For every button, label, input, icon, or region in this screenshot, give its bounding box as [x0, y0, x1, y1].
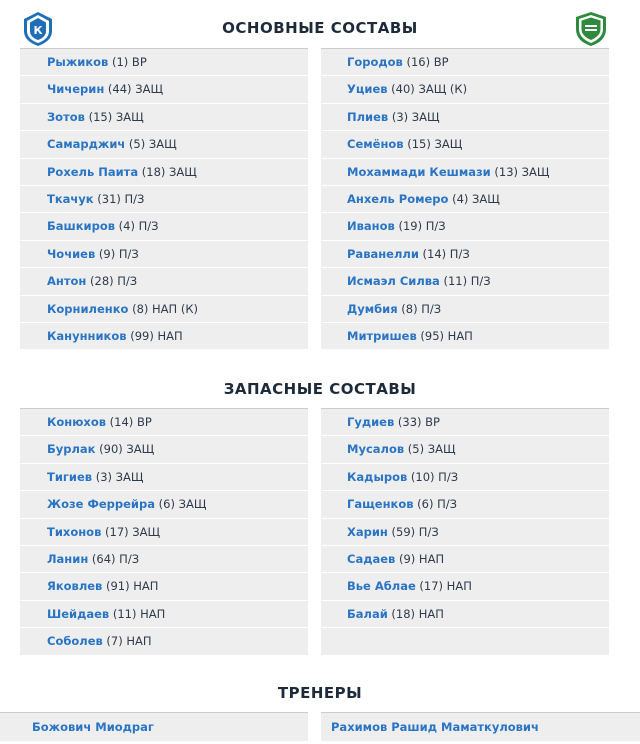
player-info: (16) ВР — [402, 55, 449, 69]
list-item — [20, 268, 308, 295]
player-info: (44) ЗАЩ — [104, 82, 164, 97]
player-link[interactable]: Башкиров — [47, 219, 116, 234]
svg-text:К: К — [33, 24, 43, 37]
list-item — [20, 186, 308, 213]
player-link[interactable]: Семёнов — [347, 137, 404, 152]
player-info: (11) П/З — [439, 274, 491, 289]
list-item — [20, 104, 308, 131]
player-link[interactable]: Чочиев — [47, 246, 96, 261]
list-item — [20, 573, 308, 600]
player-link[interactable]: Кадыров — [347, 469, 408, 484]
list-item — [321, 131, 609, 158]
list-item — [20, 49, 308, 76]
player-link[interactable]: Митришев — [347, 328, 417, 343]
player-link[interactable]: Антон — [47, 274, 87, 289]
list-item — [321, 491, 609, 518]
player-info: (10) П/З — [407, 469, 459, 484]
list-item — [321, 213, 609, 240]
player-info: (17) НАП — [415, 579, 472, 594]
player-info: (33) ВР — [394, 415, 440, 429]
player-info: (7) НАП — [102, 634, 152, 649]
list-item — [20, 241, 308, 268]
player-link[interactable]: Мусалов — [347, 442, 405, 457]
player-info: (18) НАП — [387, 606, 444, 621]
list-item — [20, 546, 308, 573]
list-item — [20, 628, 308, 655]
player-link[interactable]: Соболев — [47, 634, 103, 649]
away-coach-link[interactable]: Рахимов Рашид Маматкулович — [321, 713, 640, 741]
player-link[interactable]: Иванов — [347, 219, 395, 234]
player-link[interactable]: Думбия — [347, 301, 398, 316]
player-info: (59) П/З — [387, 524, 439, 539]
player-link[interactable]: Бурлак — [47, 442, 96, 457]
list-item — [321, 186, 609, 213]
player-info: (5) ЗАЩ — [404, 442, 456, 457]
list-item — [321, 49, 609, 76]
list-item — [20, 159, 308, 186]
list-item — [321, 76, 609, 103]
player-link[interactable]: Городов — [347, 55, 403, 69]
list-item — [20, 601, 308, 628]
player-link[interactable]: Вье Аблае — [347, 579, 416, 594]
player-info: (9) НАП — [395, 551, 445, 566]
player-info: (4) П/З — [115, 219, 159, 234]
player-info: (40) ЗАЩ (К) — [387, 82, 468, 97]
player-info: (6) ЗАЩ — [154, 497, 207, 512]
list-item — [321, 323, 609, 350]
list-item — [20, 323, 308, 350]
away-subs-list — [321, 409, 609, 656]
player-info: (99) НАП — [126, 328, 183, 343]
list-item — [321, 464, 609, 491]
player-link[interactable]: Конюхов — [47, 415, 107, 429]
player-link[interactable]: Исмаэл Силва — [347, 274, 440, 289]
player-info: (91) НАП — [102, 579, 159, 594]
player-link[interactable]: Плиев — [347, 109, 389, 124]
player-link[interactable]: Самарджич — [47, 137, 126, 152]
player-info: (6) П/З — [413, 497, 458, 512]
starting-lineups-title: ОСНОВНЫЕ СОСТАВЫ — [222, 19, 418, 37]
player-link[interactable]: Зотов — [47, 109, 85, 124]
list-item — [321, 409, 609, 436]
player-info: (9) П/З — [95, 246, 139, 261]
list-item — [20, 296, 308, 323]
player-link[interactable]: Гудиев — [347, 415, 395, 429]
list-item — [20, 519, 308, 546]
list-item — [321, 159, 609, 186]
player-info: (11) НАП — [109, 606, 166, 621]
list-item — [321, 436, 609, 463]
coaches-title: ТРЕНЕРЫ — [277, 684, 363, 702]
player-info: (3) ЗАЩ — [92, 469, 144, 484]
player-link[interactable]: Жозе Феррейра — [47, 497, 155, 512]
player-link[interactable]: Тихонов — [47, 524, 102, 539]
list-item — [20, 491, 308, 518]
player-info: (17) ЗАЩ — [101, 524, 161, 539]
player-info: (28) П/З — [86, 274, 138, 289]
player-info: (14) П/З — [418, 246, 470, 261]
player-info: (95) НАП — [416, 328, 473, 343]
player-link[interactable]: Ткачук — [47, 191, 94, 206]
player-link[interactable]: Яковлев — [47, 579, 103, 594]
player-link[interactable]: Мохаммади Кешмази — [347, 164, 491, 179]
player-info: (5) ЗАЩ — [125, 137, 177, 152]
list-item — [20, 409, 308, 436]
player-info: (8) НАП (К) — [128, 301, 198, 316]
list-item — [321, 519, 609, 546]
player-link[interactable]: Харин — [347, 524, 388, 539]
list-item — [321, 268, 609, 295]
player-info: (14) ВР — [106, 415, 152, 429]
player-info: (18) ЗАЩ — [138, 164, 197, 179]
player-link[interactable]: Корниленко — [47, 301, 129, 316]
substitutes-title: ЗАПАСНЫЕ СОСТАВЫ — [223, 380, 417, 398]
home-starting-list — [20, 49, 308, 350]
player-link[interactable]: Тигиев — [47, 469, 93, 484]
player-link[interactable]: Рыжиков — [47, 55, 109, 69]
list-item — [321, 296, 609, 323]
player-link[interactable]: Уциев — [347, 82, 388, 97]
player-info: (15) ЗАЩ — [84, 109, 144, 124]
player-info: (15) ЗАЩ — [403, 137, 463, 152]
list-item — [20, 131, 308, 158]
home-subs-list — [20, 409, 308, 656]
player-link[interactable]: Рохель Паита — [47, 164, 139, 179]
player-info: (8) П/З — [397, 301, 442, 316]
player-link[interactable]: Ланин — [47, 551, 89, 566]
player-link[interactable]: Гащенков — [347, 497, 414, 512]
player-link[interactable]: Балай — [347, 606, 388, 621]
list-item — [321, 628, 609, 655]
player-info: (13) ЗАЩ — [490, 164, 550, 179]
player-info: (90) ЗАЩ — [95, 442, 155, 457]
list-item — [20, 436, 308, 463]
list-item — [20, 213, 308, 240]
player-info: (1) ВР — [108, 55, 147, 69]
list-item — [321, 241, 609, 268]
player-info: (4) ЗАЩ — [448, 191, 500, 206]
player-link[interactable]: Садаев — [347, 551, 396, 566]
player-link[interactable]: Шейдаев — [47, 606, 110, 621]
list-item — [321, 104, 609, 131]
list-item — [321, 601, 609, 628]
list-item — [20, 464, 308, 491]
list-item — [321, 546, 609, 573]
player-info: (3) ЗАЩ — [388, 109, 440, 124]
player-info: (64) П/З — [88, 551, 140, 566]
player-link[interactable]: Анхель Ромеро — [347, 191, 449, 206]
away-starting-list — [321, 49, 609, 350]
player-info: (19) П/З — [394, 219, 446, 234]
player-link[interactable]: Канунников — [47, 328, 127, 343]
player-info: (31) П/З — [93, 191, 145, 206]
list-item — [20, 76, 308, 103]
list-item — [321, 573, 609, 600]
player-link[interactable]: Раванелли — [347, 246, 419, 261]
home-coach-link[interactable]: Божович Миодраг — [0, 713, 308, 741]
player-link[interactable]: Чичерин — [47, 82, 105, 97]
